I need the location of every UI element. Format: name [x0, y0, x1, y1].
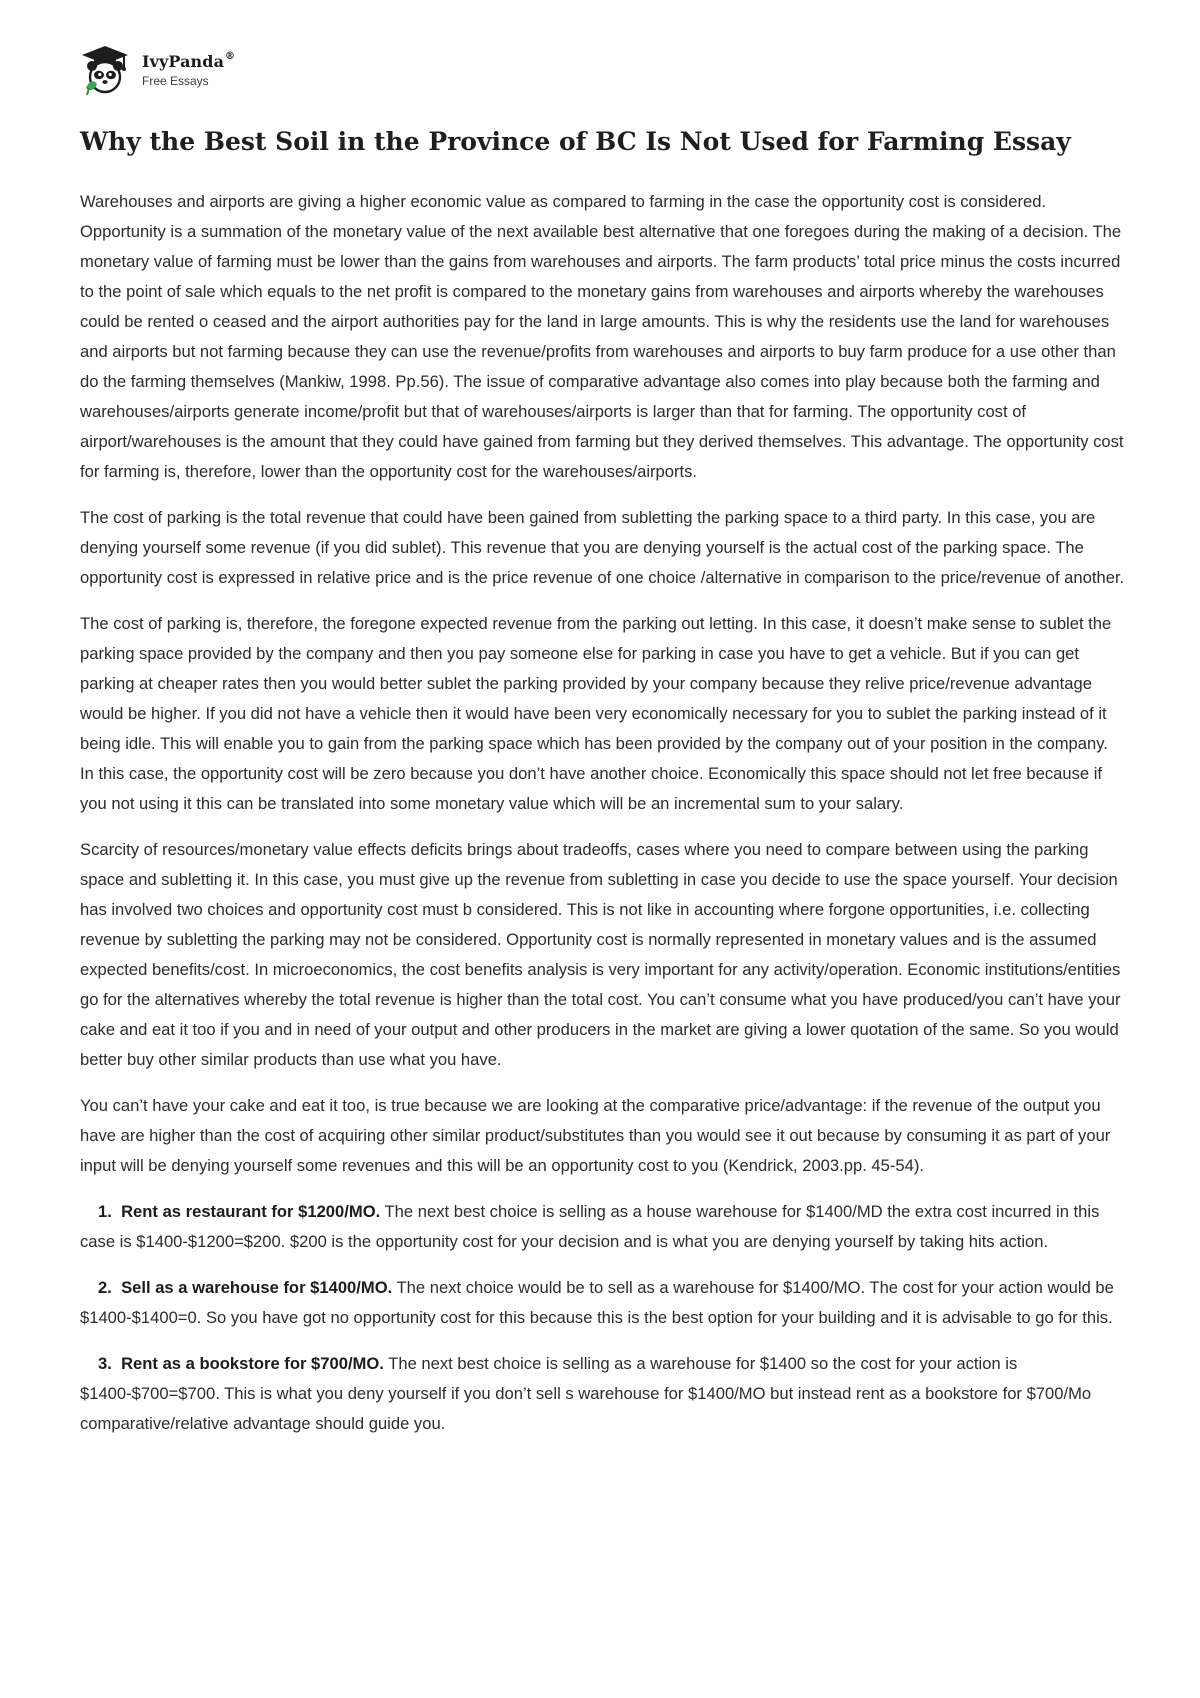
paragraph-4: Scarcity of resources/monetary value effects deficits brings about tradeoffs, cases where you need to compare between using the parking space and subletting it. In this case, you must give up the revenue from subletting in case you decide to use the space yourself. Your decision has involved two choices and opportunity cost must b considered. This is not like in accounting where forgone opportunities, i.e. collecting revenue by subletting the parking may not be considered. Opportunity cost is normally represented in monetary values and is the assumed expected benefits/cost. In microeconomics, the cost benefits analysis is very important for any activity/operation. Economic institutions/entities go for the alternatives whereby the total revenue is higher than the total cost. You can’t consume what you have produced/you can’t have your cake and eat it too if you and in need of your output and other producers in the market are giving a lower quotation of the same. So you would better buy other similar products than use what you have. — [80, 840, 1121, 1069]
brand-logo-link[interactable] — [80, 44, 235, 96]
paragraph-3: The cost of parking is, therefore, the foregone expected revenue from the parking out letting. In this case, it doesn’t make sense to sublet the parking space provided by the company and then you pay someone else for parking in case you have to get a vehicle. But if you can get parking at cheaper rates then you would better sublet the parking provided by your company because they relive price/revenue advantage would be higher. If you did not have a vehicle then it would have been very economically necessary for you to sublet the parking instead of it being idle. This will enable you to gain from the parking space which has been provided by the company out of your position in the company. In this case, the opportunity cost will be zero because you don’t have another choice. Economically this space should not let free because if you not using it this can be translated into some monetary value which will be an incremental sum to your salary. — [80, 614, 1112, 813]
brand-name: IvyPanda® — [142, 50, 236, 71]
essay-body — [80, 187, 1125, 1455]
list-item-heading: Sell as a warehouse for $1400/MO. — [121, 1278, 393, 1297]
paragraph-1: Warehouses and airports are giving a higher economic value as compared to farming in the case the opportunity cost is considered. Opportunity is a summation of the monetary value of the next available best alternative that one foregoes during the making of a decision. The monetary value of farming must be lower than the gains from warehouses and airports. The farm products’ total price minus the costs incurred to the point of sale which equals to the net profit is compared to the monetary gains from warehouses and airports whereby the warehouses could be rented o ceased and the airport authorities pay for the land in large amounts. This is why the residents use the land for warehouses and airports but not farming because they can use the revenue/profits from warehouses and airports to buy farm produce for a use other than do the farming themselves (Mankiw, 1998. Pp.56). The issue of comparative advantage also comes into play because both the farming and warehouses/airports generate income/profit but that of warehouses/airports is larger than that for farming. The opportunity cost of airport/warehouses is the amount that they could have gained from farming but they derived themselves. This advantage. The opportunity cost for farming is, therefore, lower than the opportunity cost for the warehouses/airports. — [80, 192, 1124, 481]
ivypanda-logo-icon — [80, 44, 130, 96]
list-item-text: The next best choice is selling as a house warehouse for $1400/MD the extra cost incurred in this case is $1400-$1200=$200. $200 is the opportunity cost for your decision and is what you are denying yourself by taking hits action. — [80, 1202, 1100, 1251]
list-item-3 — [80, 1349, 1125, 1439]
paragraph-2: The cost of parking is the total revenue that could have been gained from subletting the parking space to a third party. In this case, you are denying yourself some revenue (if you did sublet). This revenue that you are denying yourself is the actual cost of the parking space. The opportunity cost is expressed in relative price and is the price revenue of one choice /alternative in comparison to the price/revenue of another. — [80, 508, 1125, 587]
paragraph-5: You can’t have your cake and eat it too, is true because we are looking at the comparative price/advantage: if the revenue of the output you have are higher than the cost of acquiring other similar product/substitutes than you would see it out because by consuming it as part of your input will be denying yourself some revenues and this will be an opportunity cost to you (Kendrick, 2003.pp. 45-54). — [80, 1096, 1111, 1175]
registered-mark: ® — [225, 50, 236, 62]
list-item-number: 2. — [98, 1278, 112, 1297]
brand-subtitle: Free Essays — [142, 73, 209, 88]
list-item-text: The next best choice is selling as a warehouse for $1400 so the cost for your action is $1400-$700=$700. This is what you deny yourself if you don’t sell s warehouse for $1400/MO but instead rent as a bookstore for $700/Mo comparative/relative advantage should guide you. — [80, 1354, 1092, 1433]
list-item-1 — [80, 1197, 1125, 1257]
list-item-number: 3. — [98, 1354, 112, 1373]
list-item-2 — [80, 1273, 1125, 1333]
list-item-heading: Rent as restaurant for $1200/MO. — [121, 1202, 381, 1221]
list-item-text: The next choice would be to sell as a warehouse for $1400/MO. The cost for your action would be $1400-$1400=0. So you have got no opportunity cost for this because this is the best option for your building and it is advisable to go for this. — [80, 1278, 1114, 1327]
list-item-heading: Rent as a bookstore for $700/MO. — [121, 1354, 384, 1373]
essay-title: Why the Best Soil in the Province of BC Is Not Used for Farming Essay — [80, 127, 1071, 156]
brand-text — [142, 50, 236, 88]
list-item-number: 1. — [98, 1202, 112, 1221]
